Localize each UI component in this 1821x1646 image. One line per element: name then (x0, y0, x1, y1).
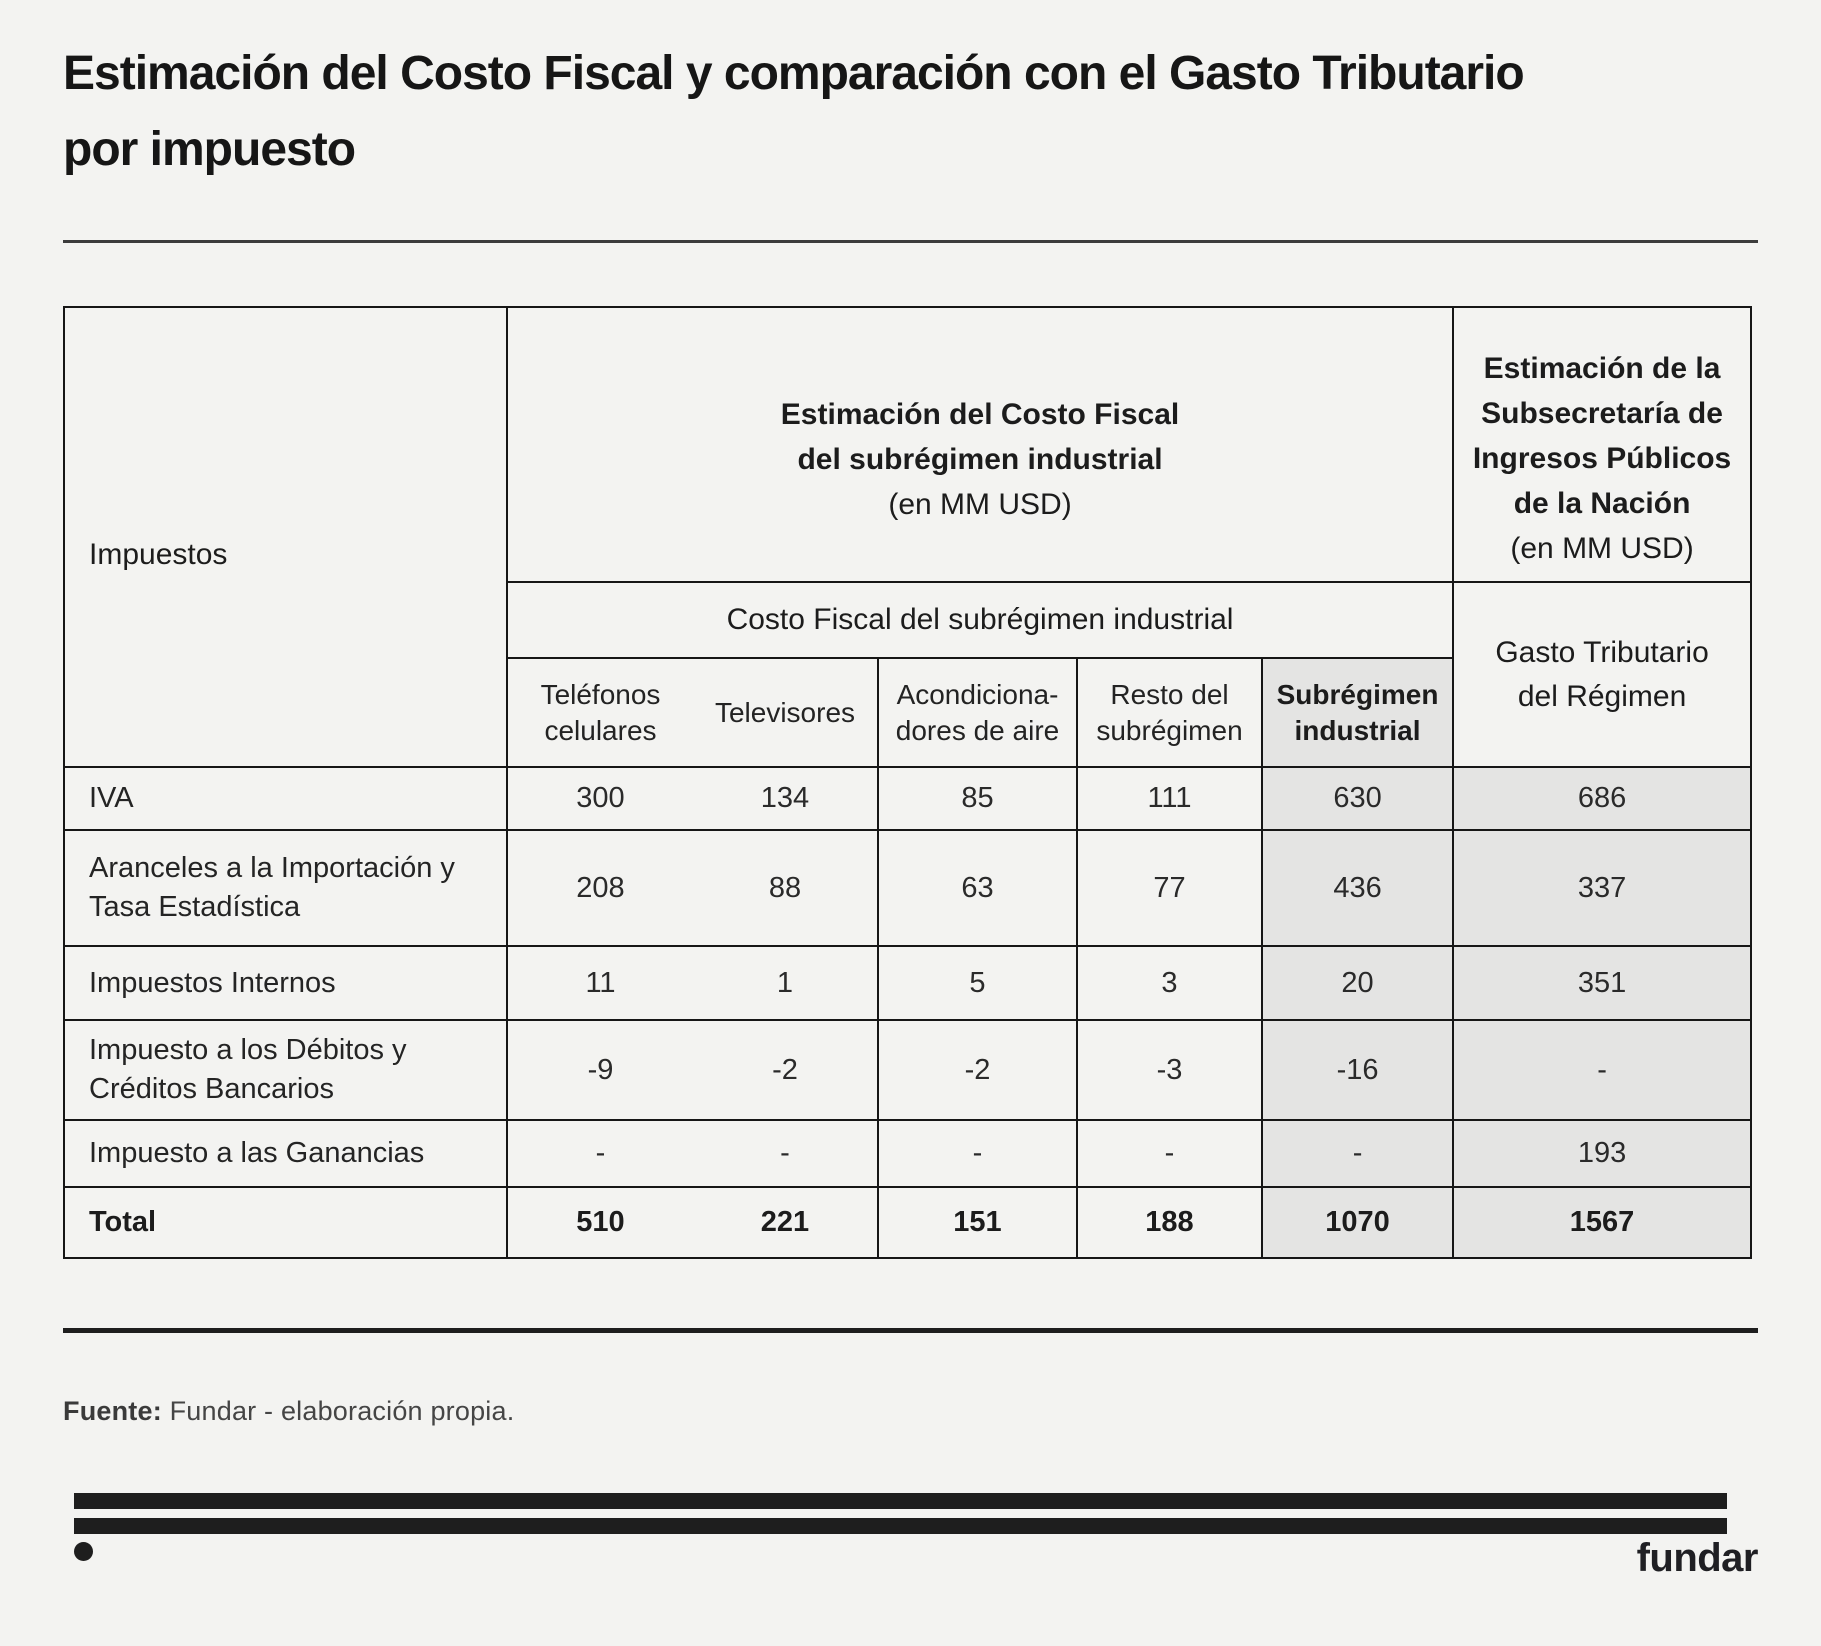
subsecretaria-header-line-1: Estimación de la (1483, 352, 1721, 385)
data-cell: 188 (1077, 1187, 1262, 1258)
column-header-line: celulares (544, 714, 657, 746)
table-row-debitos (64, 1020, 1751, 1120)
cost-group-header-unit: (en MM USD) (888, 488, 1072, 521)
row-label: Impuesto a los Débitos y Créditos Bancarios (64, 1020, 507, 1120)
table-row-total (64, 1187, 1751, 1258)
column-header-subregimen (1262, 658, 1453, 767)
header-row-groups (64, 307, 1751, 582)
data-cell-gasto: 1567 (1453, 1187, 1751, 1258)
data-cell-gasto: 337 (1453, 830, 1751, 946)
data-cell-gasto: 351 (1453, 946, 1751, 1020)
subsecretaria-header-line-3: Ingresos Públicos (1472, 442, 1732, 475)
data-cell: -2 (878, 1020, 1077, 1120)
corner-header-cell: Impuestos (64, 307, 507, 767)
cost-group-header-cell (507, 307, 1453, 582)
logo-bar-bottom (74, 1518, 1727, 1534)
data-cell: 63 (878, 830, 1077, 946)
data-cell: 77 (1077, 830, 1262, 946)
data-cell: -3 (1077, 1020, 1262, 1120)
data-cell-subregimen: 20 (1262, 946, 1453, 1020)
data-cell: - (693, 1120, 878, 1187)
logo-dot (74, 1542, 93, 1561)
data-cell: 5 (878, 946, 1077, 1020)
data-cell: 300 (507, 767, 693, 830)
data-cell: 221 (693, 1187, 878, 1258)
page-title-line-2: por impuesto (63, 123, 356, 176)
subsecretaria-header-line-2: Subsecretaría de (1481, 397, 1723, 430)
data-cell-subregimen: -16 (1262, 1020, 1453, 1120)
data-cell: -2 (693, 1020, 878, 1120)
column-header-telefonos (507, 658, 693, 767)
data-cell: 510 (507, 1187, 693, 1258)
divider-rule-top (63, 240, 1758, 243)
data-cell-gasto: 686 (1453, 767, 1751, 830)
data-cell: - (507, 1120, 693, 1187)
column-header-acondicionadores (878, 658, 1077, 767)
fiscal-cost-table (63, 306, 1752, 1259)
data-cell: -9 (507, 1020, 693, 1120)
source-text: Fundar - elaboración propia. (169, 1396, 515, 1426)
data-cell: 88 (693, 830, 878, 946)
table-row-iva (64, 767, 1751, 830)
data-cell-subregimen: - (1262, 1120, 1453, 1187)
source-note (63, 1396, 514, 1427)
subsecretaria-header-line-4: de la Nación (1513, 487, 1691, 520)
subsecretaria-header-cell (1453, 307, 1751, 582)
gasto-tributario-header-cell (1453, 582, 1751, 767)
cost-group-header-line-2: del subrégimen industrial (797, 443, 1163, 476)
column-header-line: Acondiciona- (896, 678, 1059, 710)
source-prefix: Fuente: (63, 1396, 162, 1426)
page-title-line-1: Estimación del Costo Fiscal y comparación con el Gasto Tributario (63, 47, 1524, 100)
column-header-line: Resto del (1110, 678, 1229, 710)
data-cell: 134 (693, 767, 878, 830)
data-cell: - (1077, 1120, 1262, 1187)
data-cell: 151 (878, 1187, 1077, 1258)
row-label-total: Total (64, 1187, 507, 1258)
column-header-line: Subrégimen (1276, 678, 1439, 710)
data-cell: 85 (878, 767, 1077, 830)
subsecretaria-header-unit: (en MM USD) (1510, 532, 1694, 565)
table-row-aranceles (64, 830, 1751, 946)
cost-group-header-line-1: Estimación del Costo Fiscal (780, 398, 1180, 431)
data-cell-gasto: - (1453, 1020, 1751, 1120)
row-label: Impuesto a las Ganancias (64, 1120, 507, 1187)
column-header-line: Televisores (714, 696, 856, 728)
column-header-line: Teléfonos (540, 678, 661, 710)
row-label: Aranceles a la Importación y Tasa Estadística (64, 830, 507, 946)
data-cell: 11 (507, 946, 693, 1020)
column-header-line: industrial (1294, 714, 1421, 746)
data-cell: 208 (507, 830, 693, 946)
data-cell: - (878, 1120, 1077, 1187)
column-header-resto (1077, 658, 1262, 767)
gasto-header-line-2: del Régimen (1517, 679, 1687, 713)
column-header-line: dores de aire (895, 714, 1060, 746)
data-cell: 1 (693, 946, 878, 1020)
fundar-wordmark: fundar (1636, 1536, 1758, 1580)
gasto-header-line-1: Gasto Tributario (1495, 635, 1709, 669)
data-cell-subregimen: 1070 (1262, 1187, 1453, 1258)
row-label: IVA (64, 767, 507, 830)
table-row-internos (64, 946, 1751, 1020)
divider-rule-bottom (63, 1328, 1758, 1333)
column-header-televisores (693, 658, 878, 767)
column-header-line: subrégimen (1096, 714, 1243, 746)
row-label: Impuestos Internos (64, 946, 507, 1020)
data-cell: 3 (1077, 946, 1262, 1020)
page-title (63, 36, 1763, 188)
cost-band-header-cell: Costo Fiscal del subrégimen industrial (507, 582, 1453, 658)
table-row-ganancias (64, 1120, 1751, 1187)
data-cell: 111 (1077, 767, 1262, 830)
data-cell-gasto: 193 (1453, 1120, 1751, 1187)
data-cell-subregimen: 436 (1262, 830, 1453, 946)
data-cell-subregimen: 630 (1262, 767, 1453, 830)
logo-bar-top (74, 1493, 1727, 1509)
